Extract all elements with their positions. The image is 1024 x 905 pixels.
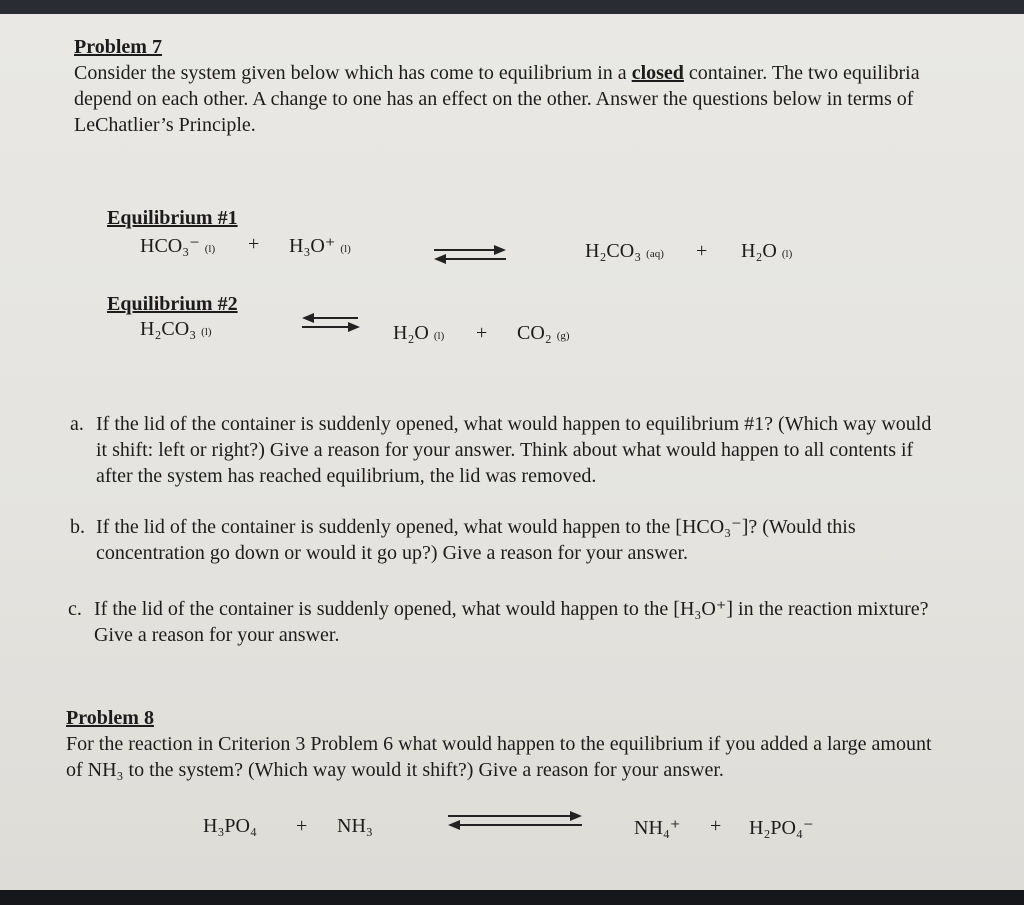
p8-reactant-2: NH₃ [337, 815, 373, 837]
p8-plus-1: + [296, 815, 308, 837]
equilibrium-1-title: Equilibrium #1 [107, 207, 238, 229]
eq1-plus-1: + [248, 233, 260, 255]
problem-7-title: Problem 7 [74, 36, 162, 58]
eq1-r1-state: (l) [204, 243, 216, 255]
eq2-r1-formula: H₂CO₃ [140, 318, 197, 340]
question-b-label: b. [70, 516, 85, 538]
bottom-bezel [0, 890, 1024, 905]
question-b-text: If the lid of the container is suddenly opened, what would happen to the [HCO₃⁻]? (Would this concentration go down or would it go up?) Give a reason for your answer. [96, 516, 856, 564]
eq2-p1-state: (l) [433, 330, 445, 342]
eq1-product-1 [585, 240, 664, 263]
p8-product-2: H₂PO₄⁻ [749, 817, 814, 839]
question-a-label: a. [70, 413, 84, 435]
intro-text-1: Consider the system given below which has come to equilibrium in a [74, 62, 632, 84]
eq1-reactant-1 [140, 233, 215, 258]
question-a-text: If the lid of the container is suddenly opened, what would happen to equilibrium #1? (Which way would it shift: left or right?) Give a reason for your answer. Think about what would happen to all contents if after the system has reached equilibrium, the lid was removed. [96, 413, 932, 487]
eq2-product-2 [517, 322, 570, 345]
eq1-reactant-2 [289, 233, 351, 258]
intro-closed-word: closed [631, 62, 684, 84]
eq2-p2-state: (g) [556, 330, 570, 342]
question-c-text: If the lid of the container is suddenly opened, what would happen to the [H₃O⁺] in the reaction mixture? Give a reason for your answer. [94, 598, 929, 646]
equilibrium-2-title: Equilibrium #2 [107, 293, 238, 315]
problem-8-text: For the reaction in Criterion 3 Problem 6 what would happen to the equilibrium if you added a large amount of NH₃ to the system? (Which way would it shift?) Give a reason for your answer. [66, 733, 932, 781]
p8-equilibrium-arrow [444, 810, 586, 832]
eq2-reactant-1 [140, 318, 212, 341]
eq1-p1-formula: H₂CO₃ [585, 240, 642, 262]
eq1-r1-formula: HCO₃⁻ [140, 235, 200, 257]
eq1-r2-formula: H₃O⁺ [289, 235, 336, 257]
question-a [70, 411, 950, 491]
eq1-r2-state: (l) [340, 243, 351, 255]
eq2-p1-formula: H₂O [393, 322, 429, 344]
eq1-product-2 [741, 240, 792, 263]
p8-plus-2: + [710, 815, 722, 837]
problem-8-title: Problem 8 [66, 707, 154, 729]
question-c-label: c. [68, 598, 82, 620]
p8-reactant-1: H₃PO₄ [203, 815, 257, 837]
eq2-equilibrium-arrow [298, 312, 362, 334]
eq1-p2-formula: H₂O [741, 240, 777, 262]
problem-7-intro [74, 60, 954, 138]
eq2-product-1 [393, 322, 444, 345]
eq1-p2-state: (l) [781, 248, 793, 260]
eq1-plus-2: + [696, 240, 708, 262]
eq1-p1-state: (aq) [646, 248, 664, 260]
eq2-r1-state: (l) [201, 326, 212, 338]
intro-text-2: container. The two equilibria depend on each other. A change to one has an effect on the other. Answer the questions below in terms of LeChatlier’s Principle. [74, 62, 920, 136]
eq1-equilibrium-arrow [430, 244, 510, 266]
p8-product-1: NH₄⁺ [634, 817, 681, 839]
question-b [70, 514, 950, 568]
question-c [68, 596, 958, 650]
eq2-plus: + [476, 322, 488, 344]
eq2-p2-formula: CO₂ [517, 322, 552, 344]
top-bezel [0, 0, 1024, 14]
